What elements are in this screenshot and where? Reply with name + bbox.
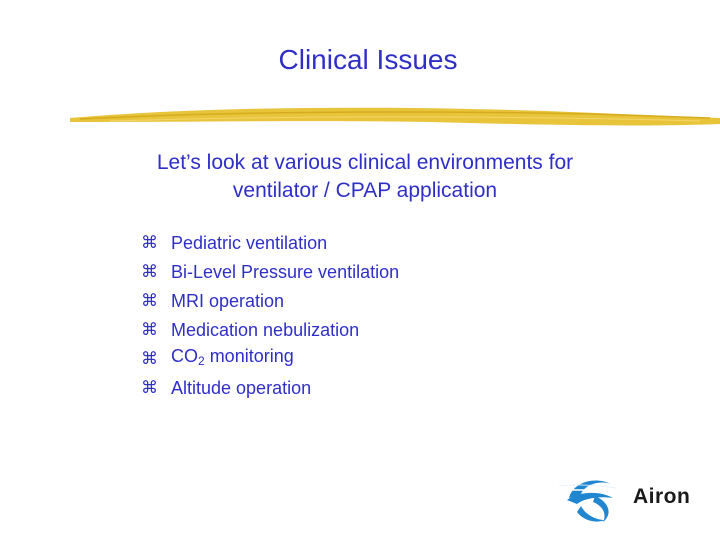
bullet-text: Altitude operation: [171, 377, 312, 398]
title-underline-brushstroke: [70, 100, 720, 134]
airon-swirl-icon: [557, 480, 617, 522]
bullet-item: [141, 373, 399, 402]
bullet-text: [171, 343, 294, 374]
bullet-glyph: ⌘: [141, 319, 158, 340]
bullet-item: [141, 315, 399, 344]
bullet-item: [141, 344, 399, 373]
bullet-glyph: ⌘: [141, 290, 158, 311]
bullet-glyph: ⌘: [141, 261, 158, 282]
bullet-text: Medication nebulization: [171, 319, 360, 340]
bullet-text-post: monitoring: [204, 346, 294, 366]
bullet-glyph: ⌘: [141, 348, 158, 369]
bullet-text: Bi-Level Pressure ventilation: [171, 261, 400, 282]
bullet-glyph: ⌘: [141, 232, 158, 253]
bullet-text-pre: CO: [171, 346, 198, 366]
bullet-text: Pediatric ventilation: [171, 232, 328, 253]
bullet-item: [141, 286, 399, 315]
airon-logo-text: Airon: [633, 485, 691, 508]
bullet-glyph: ⌘: [141, 377, 158, 398]
intro-text: Let’s look at various clinical environments for ventilator / CPAP application: [156, 151, 574, 202]
bullet-subscript: 2: [198, 354, 205, 368]
bullet-item: [141, 228, 399, 257]
slide-title: Clinical Issues: [278, 44, 458, 75]
bullet-item: [141, 257, 399, 286]
bullet-text: MRI operation: [171, 290, 285, 311]
bullet-list: [141, 228, 399, 402]
